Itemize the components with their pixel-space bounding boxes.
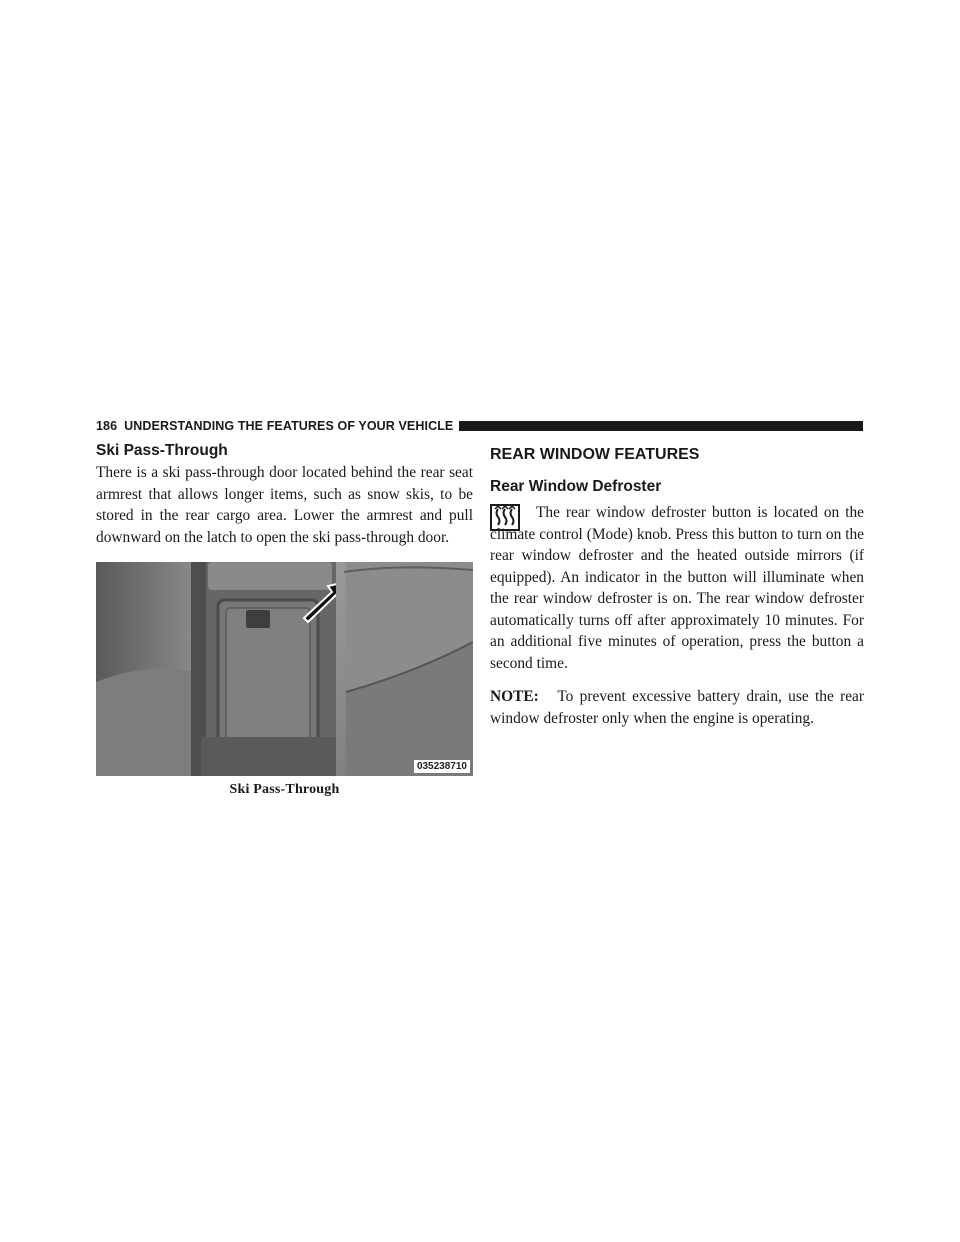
defroster-body-text: The rear window defroster button is located on the climate control (Mode) knob. Press this button to turn on the rear window defroster and the heated outside mirrors (if equipped). An indicator in the button will illuminate when the rear window defroster is on. The rear window defroster automatically turns off after approximately 10 minutes. For an additional five minutes of operation, press the button a second time. <box>490 504 864 672</box>
right-column <box>490 440 864 729</box>
figure-caption: Ski Pass-Through <box>229 782 340 797</box>
defroster-paragraph <box>490 502 864 674</box>
figure-code: 035238710 <box>414 760 470 773</box>
page-header <box>96 418 863 434</box>
section-heading-ski: Ski Pass-Through <box>96 442 228 459</box>
seat-illustration <box>96 562 473 776</box>
header-rule <box>459 421 863 431</box>
rear-defrost-icon <box>490 504 520 531</box>
note-text: To prevent excessive battery drain, use the rear window defroster only when the engine is operating. <box>490 688 864 727</box>
ski-body-text: There is a ski pass-through door located behind the rear seat armrest that allows longer items, such as snow skis, to be stored in the rear cargo area. Lower the armrest and pull downward on the latch to open the ski pass-through door. <box>96 464 473 546</box>
ski-pass-through-figure <box>96 562 473 776</box>
header-title: UNDERSTANDING THE FEATURES OF YOUR VEHICLE <box>124 419 454 433</box>
note-label: NOTE: <box>490 688 539 705</box>
section-heading-defroster: Rear Window Defroster <box>490 478 662 495</box>
note-paragraph <box>490 686 864 729</box>
page-number: 186 <box>96 419 118 433</box>
left-column <box>96 440 473 798</box>
chapter-heading: REAR WINDOW FEATURES <box>490 446 700 463</box>
